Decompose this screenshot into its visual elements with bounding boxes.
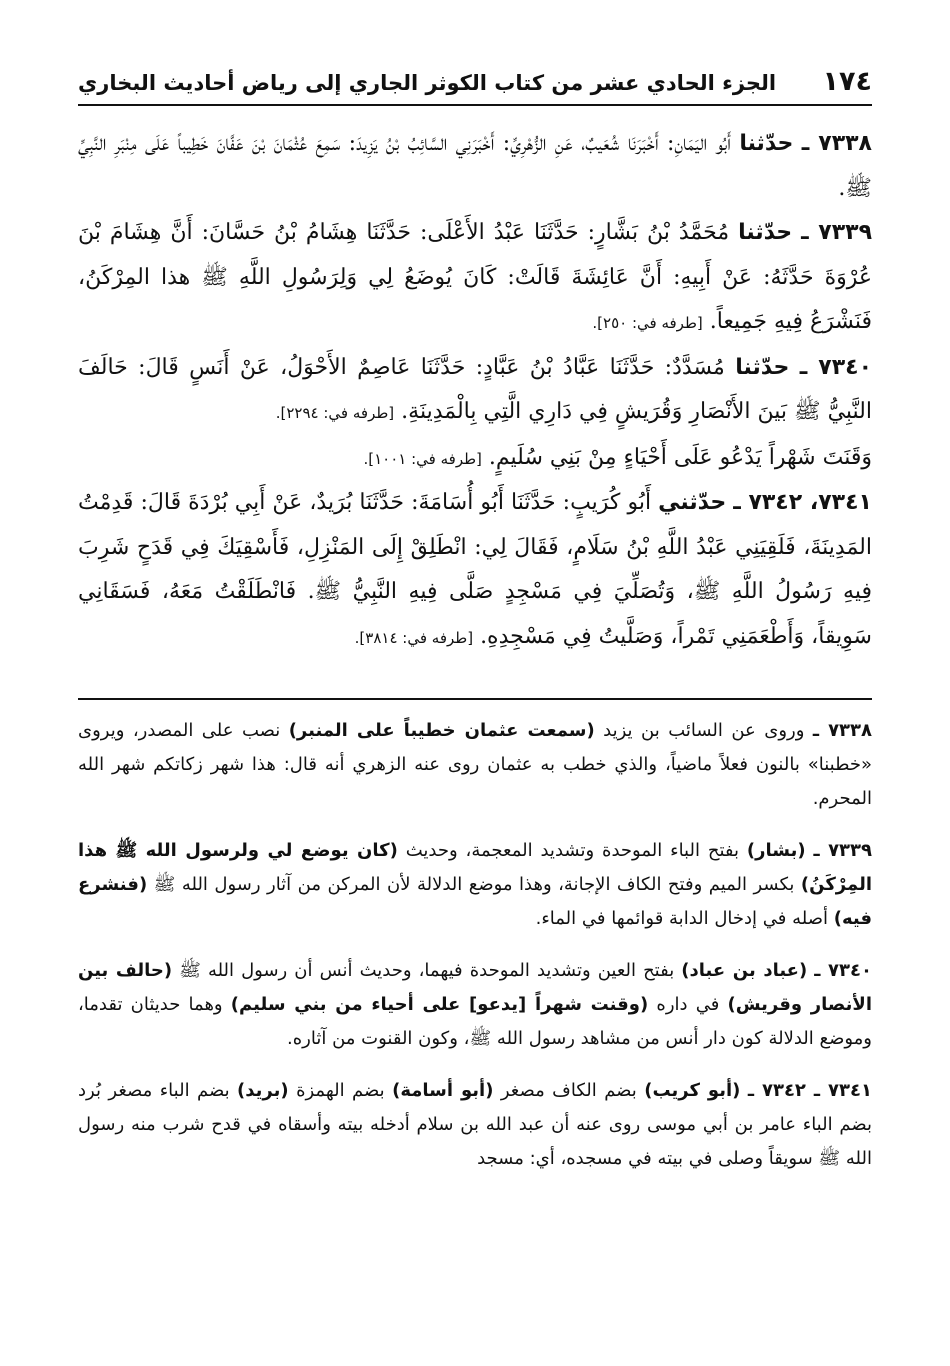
hadith-body-continued: وَقَنَتَ شَهْراً يَدْعُو عَلَى أَحْيَاءٍ مِنْ بَنِي سُلَيمٍ. — [488, 444, 872, 470]
hadith-number: ٧٣٤٠ ـ — [799, 354, 872, 380]
quoted-term: (حالف بين الأنصار وقريش) — [78, 960, 872, 1015]
hadith-text-section — [78, 122, 872, 660]
quoted-term: (فنشرع فيه) — [78, 874, 872, 929]
quoted-term: (سمعت عثمان خطيباً على المنبر) — [288, 720, 595, 741]
note-text: بضم الكاف مصغر — [493, 1080, 645, 1101]
note-text: أصله في إدخال الدابة قوائمها في الماء. — [535, 908, 834, 929]
cross-reference: [طرفه في: ٢٥٠]. — [592, 314, 703, 332]
commentary-note — [78, 714, 872, 816]
hadith-7340 — [78, 346, 872, 482]
note-text: في داره — [648, 994, 728, 1015]
hadith-lead: حدّثنا — [735, 354, 790, 380]
quoted-term: (عباد بن عباد) — [681, 960, 808, 981]
hadith-number: ٧٣٣٨ ـ — [801, 131, 872, 156]
hadith-lead: حدّثنا — [738, 220, 793, 245]
page — [78, 60, 872, 1326]
note-body — [78, 960, 872, 1049]
note-text: نصب على المصدر، ويروى «خطبنا» بالنون فعلاً ماضياً، والذي خطب به عثمان روى عنه الزهري أنه قال: هذا شهر زكاتكم شهر الله المحرم. — [78, 720, 872, 809]
quoted-term: (بشار) — [746, 840, 806, 861]
note-text: بفتح الباء الموحدة وتشديد المعجمة، وحديث — [397, 840, 747, 861]
quoted-term: (بريد) — [237, 1080, 289, 1101]
commentary-note — [78, 834, 872, 936]
note-text: بضم الباء مصغر بُرد بضم الباء عامر بن أبي موسى روى عنه أن عبد الله بن سلام أدخله بيته وأسقاه في قدح شرب منه رسول الله ﷺ سويقاً وصلى في بيته في مسجده، أي: مسجد — [78, 1080, 872, 1169]
quoted-term: (وقنت شهراً [يدعو] على أحياء من بني سليم) — [230, 994, 649, 1015]
note-text: وهما حديثان تقدما، وموضع الدلالة كون دار أنس من مشاهد رسول الله ﷺ، وكون القنوت من آثاره. — [78, 994, 872, 1049]
note-text: وروى عن السائب بن يزيد — [594, 720, 805, 741]
hadith-body: مُسَدَّدٌ: حَدَّثَنَا عَبَّادُ بْنُ عَبَّادٍ: حَدَّثَنَا عَاصِمٌ الأَحْوَلُ، عَنْ أَنَسٍ قَالَ: حَالَفَ النَّبِيُّ ﷺ بَينَ الأَنْصَارِ وَقُرَيشٍ فِي دَارِي الَّتِي بِالْمَدِينَةِ. — [78, 354, 872, 424]
hadith-number: ٧٣٣٩ ـ — [801, 220, 872, 245]
running-title: الجزء الحادي عشر من كتاب الكوثر الجاري إلى رياض أحاديث البخاري — [78, 71, 777, 95]
commentary-note — [78, 1074, 872, 1176]
hadith-lead: حدّثني — [658, 490, 727, 515]
hadith-lead: حدّثنا — [739, 131, 794, 156]
hadith-body: أَبُو اليَمَانِ: أَخْبَرَنَا شُعَيبٌ، عَنِ الزُّهْرِيِّ: أَخْبَرَنِي السَّائِبُ بْنُ يَزِيدَ: سَمِعَ عُثْمَانَ بْنَ عَفَّانَ خَطِيباً عَلَى مِنْبَرِ النَّبِيِّ ﷺ. — [78, 131, 872, 201]
commentary-section — [78, 714, 872, 1176]
note-number: ٧٣٣٨ ـ — [812, 720, 873, 741]
cross-reference: [طرفه في: ٣٨١٤]. — [354, 628, 474, 647]
note-text: بفتح العين وتشديد الموحدة فيهما، وحديث أنس أن رسول الله ﷺ — [172, 960, 682, 981]
note-number: ٧٣٣٩ ـ — [813, 840, 873, 861]
note-number: ٧٣٤١ ـ ٧٣٤٢ ـ — [747, 1080, 872, 1101]
hadith-number: ٧٣٤١، ٧٣٤٢ ـ — [733, 490, 872, 515]
page-header — [78, 60, 872, 106]
note-body — [78, 720, 872, 809]
note-number: ٧٣٤٠ ـ — [814, 960, 872, 981]
page-number: ١٧٤ — [822, 66, 872, 97]
note-text: بضم الهمزة — [288, 1080, 393, 1101]
commentary-note — [78, 954, 872, 1056]
quoted-term: (أبو أسامة) — [392, 1080, 494, 1101]
quoted-term: (أبو كريب) — [644, 1080, 741, 1101]
cross-reference: [طرفه في: ٢٢٩٤]. — [275, 404, 395, 422]
section-divider — [78, 698, 872, 700]
note-body — [78, 840, 872, 929]
hadith-body: مُحَمَّدُ بْنُ بَشَّارٍ: حَدَّثَنَا عَبْدُ الأَعْلَى: حَدَّثَنَا هِشَامُ بْنُ حَسَّانَ: أَنَّ هِشَامَ بْنَ عُرْوَةَ حَدَّثَهُ: عَنْ أَبِيهِ: أَنَّ عَائِشَةَ قَالَتْ: كَانَ يُوضَعُ لِي وَلِرَسُولِ اللَّهِ ﷺ هذا المِرْكَنُ، فَنَشْرَعُ فِيهِ جَمِيعاً. — [78, 220, 872, 334]
hadith-7338 — [78, 122, 872, 211]
cross-reference: [طرفه في: ١٠٠١]. — [363, 449, 482, 468]
hadith-7341-7342 — [78, 481, 872, 660]
note-text: بكسر الميم وفتح الكاف الإجانة، وهذا موضع الدلالة لأن المركن من آثار رسول الله ﷺ — [147, 874, 801, 895]
hadith-body: أَبُو كُرَيبٍ: حَدَّثَنَا أَبُو أُسَامَةَ: حَدَّثَنَا بُرَيدٌ، عَنْ أَبِي بُرْدَةَ قَالَ: قَدِمْتُ المَدِينَةَ، فَلَقِيَنِي عَبْدُ اللَّهِ بْنُ سَلَامٍ، فَقَالَ لِي: انْطَلِقْ إِلَى المَنْزِلِ، فَأَسْقِيَكَ فِي قَدَحٍ شَرِبَ فِيهِ رَسُولُ اللَّهِ ﷺ، وَتُصَلِّيَ فِي مَسْجِدٍ صَلَّى فِيهِ النَّبِيُّ ﷺ. فَانْطَلَقْتُ مَعَهُ، فَسَقَانِي سَوِيقاً، وَأَطْعَمَنِي تَمْراً، وَصَلَّيتُ فِي مَسْجِدِهِ. — [78, 490, 872, 649]
quoted-term: (كان يوضع لي ولرسول الله ﷺ هذا المِرْكَنُ) — [78, 840, 872, 895]
hadith-7339 — [78, 211, 872, 346]
